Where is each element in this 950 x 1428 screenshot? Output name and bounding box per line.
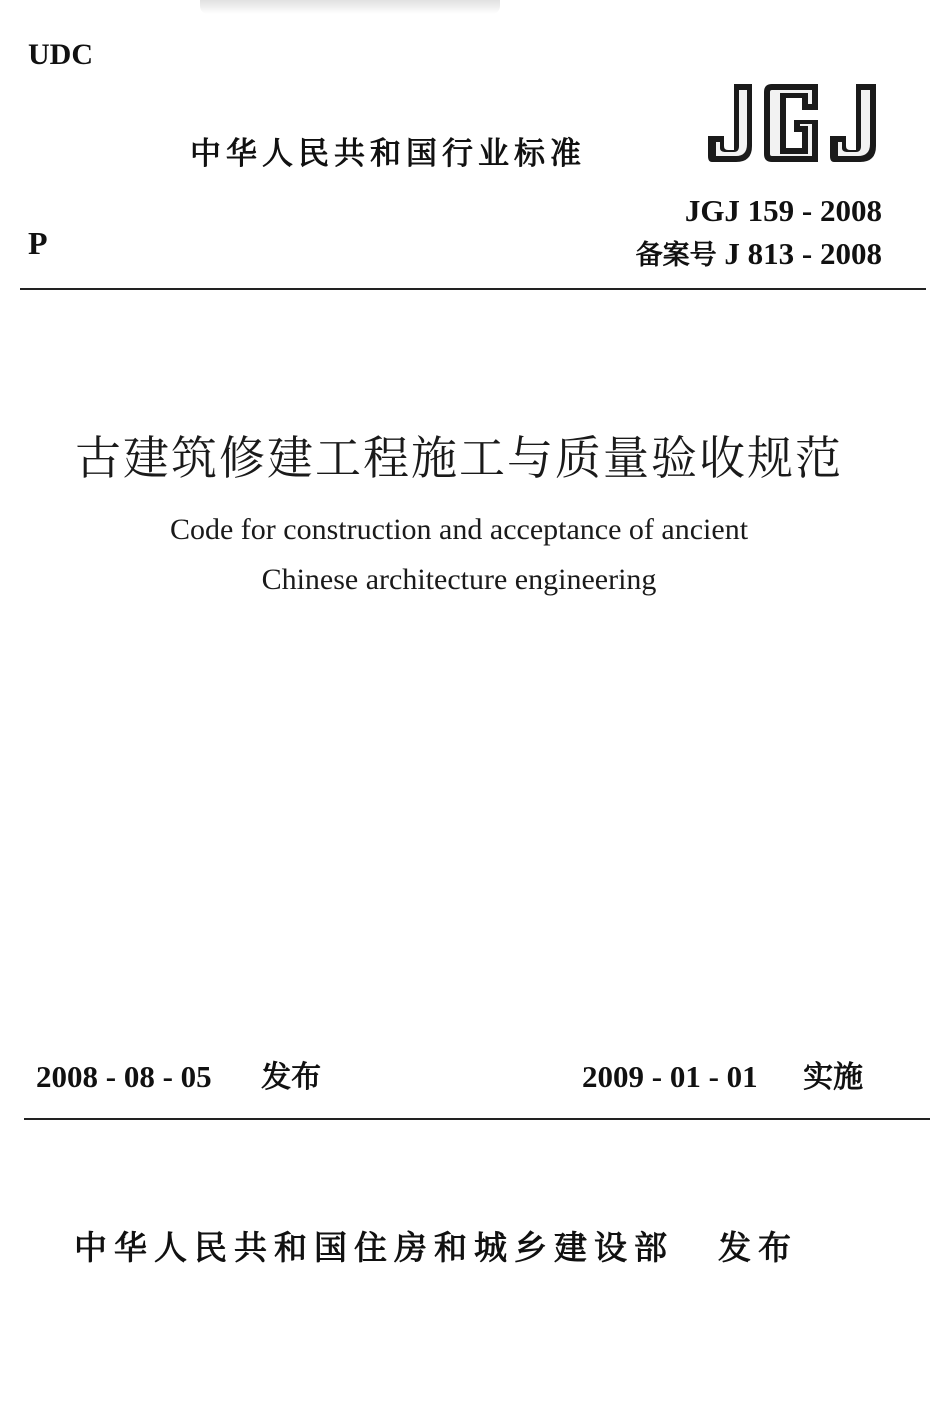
record-number-line — [636, 233, 882, 272]
publisher-line — [74, 1222, 798, 1269]
implementation-label: 实施 — [803, 1060, 864, 1095]
record-prefix: 备案号 — [635, 240, 717, 271]
implementation-date-line — [582, 1052, 863, 1096]
standard-number: JGJ 159 - 2008 — [684, 193, 882, 228]
jgj-logo-letter-j2 — [830, 84, 876, 162]
record-number: J 813 - 2008 — [724, 236, 882, 271]
issue-date: 2008 - 08 - 05 — [36, 1059, 212, 1094]
implementation-date: 2009 - 01 - 01 — [582, 1059, 758, 1094]
industry-standard-heading: 中华人民共和国行业标准 — [190, 136, 586, 172]
classification-code: P — [28, 225, 48, 261]
document-title-english-line1: Code for construction and acceptance of ancient — [169, 513, 749, 546]
jgj-logo-letter-g — [764, 84, 818, 162]
jgj-logo-letter-j1 — [708, 84, 752, 162]
scan-smudge — [200, 0, 500, 14]
issue-label: 发布 — [261, 1060, 322, 1095]
bottom-divider — [24, 1118, 930, 1120]
top-divider — [20, 288, 926, 290]
udc-label: UDC — [28, 38, 93, 71]
publisher-action: 发布 — [718, 1228, 798, 1267]
publisher-name: 中华人民共和国住房和城乡建设部 — [74, 1228, 674, 1267]
document-title-chinese: 古建筑修建工程施工与质量验收规范 — [75, 431, 843, 485]
jgj-logo — [706, 80, 884, 166]
issue-date-line — [36, 1052, 321, 1096]
document-title-english-line2: Chinese architecture engineering — [261, 563, 657, 596]
